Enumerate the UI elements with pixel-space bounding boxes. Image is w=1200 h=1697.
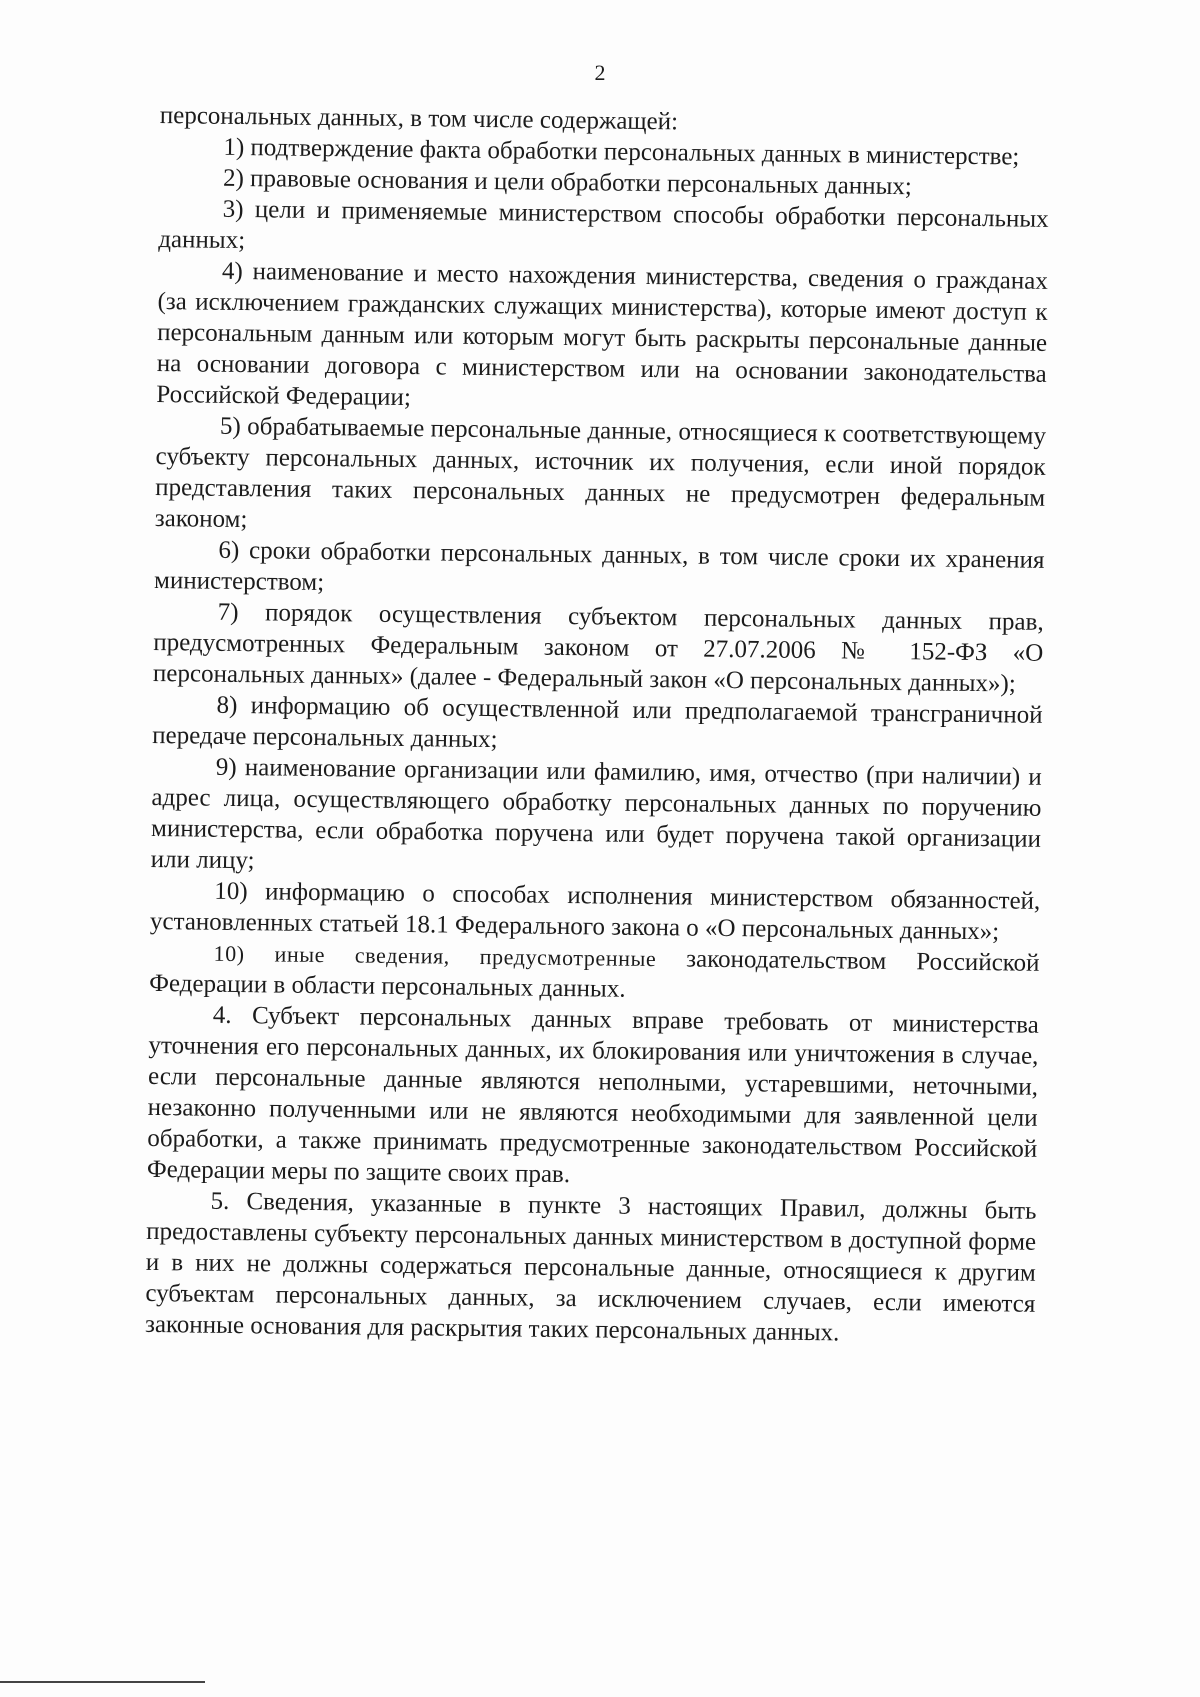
- list-item-7: 7) порядок осуществления субъектом персональных данных прав, предусмотренных Федеральным законом от 27.07.2006 № 152-ФЗ «О персональных данных» (далее - Федеральный закон «О персональных данных»);: [152, 598, 1044, 698]
- paragraph-continuation: персональных данных, в том числе содержащей:: [159, 101, 679, 136]
- clause-5: 5. Сведения, указанные в пункте 3 настоящих Правил, должны быть предоставлены субъекту персональных данных министерством в доступной форме и в них не должны содержаться персональные данные, относящиеся к другим субъектам персональных данных, за исключением случаев, если имеются законные основания для раскрытия таких персональных данных.: [144, 1187, 1037, 1347]
- document-body: [145, 100, 1050, 1351]
- page-number: 2: [594, 60, 606, 85]
- list-item-1: 1) подтверждение факта обработки персональных данных в министерстве;: [223, 133, 1020, 171]
- list-item-10-other: [149, 937, 1040, 1010]
- list-item-5: 5) обрабатываемые персональные данные, относящиеся к соответствующему субъекту персональных данных, источник их получения, если иной порядок представления таких персональных данных не предусмотрен федеральным законом;: [154, 412, 1047, 534]
- list-item-10: 10) информацию о способах исполнения министерством обязанностей, установленных статьей 18.1 Федерального закона о «О персональных данных»;: [149, 877, 1041, 946]
- list-item-8: 8) информацию об осуществленной или предполагаемой трансграничной передаче персональных данных;: [152, 691, 1043, 754]
- list-item-10-other-start: 10) иные сведения, предусмотренные: [213, 940, 657, 972]
- list-item-3: 3) цели и применяемые министерством способы обработки персональных данных;: [158, 195, 1049, 255]
- list-item-9: 9) наименование организации или фамилию, имя, отчество (при наличии) и адрес лица, осуществляющего обработку персональных данных по поручению министерства, если обработка поручена или будет поручена такой организации или лицу;: [150, 753, 1042, 875]
- footer-rule: [0, 1681, 205, 1683]
- list-item-10-other-rest: законодательством Российской Федерации в области персональных данных.: [149, 945, 1040, 1003]
- list-item-2: 2) правовые основания и цели обработки персональных данных;: [222, 164, 912, 201]
- list-item-4: 4) наименование и место нахождения министерства, сведения о гражданах (за исключением гражданских служащих министерства), которые имеют доступ к персональным данным или которым могут быть раскрыты персональные данные на основании договора с министерством или на основании законодательства Российской Федерации;: [156, 257, 1049, 412]
- clause-4: 4. Субъект персональных данных вправе требовать от министерства уточнения его персональных данных, их блокирования или уничтожения в случае, если персональные данные являются неполными, устаревшими, неточными, незаконно полученными или не являются необходимыми для заявленной цели обработки, а также принимать предусмотренные законодательством Российской Федерации меры по защите своих прав.: [146, 1001, 1039, 1189]
- list-item-6: 6) сроки обработки персональных данных, в том числе сроки их хранения министерством;: [153, 536, 1045, 597]
